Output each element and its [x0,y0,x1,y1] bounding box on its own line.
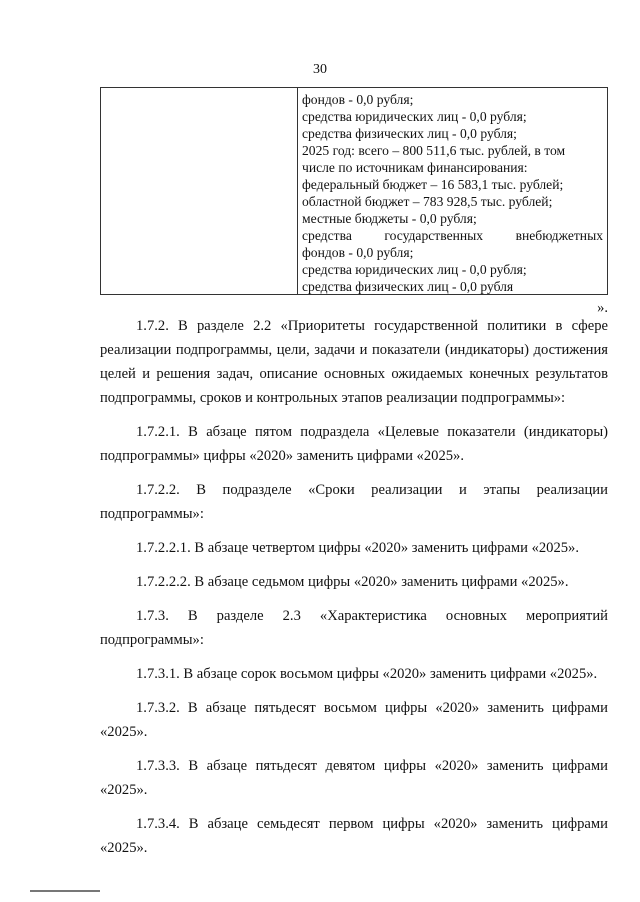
paragraph-1-7-2-2-line2: подпрограммы»: [100,506,204,522]
word: семьдесят [256,816,320,832]
scan-artifact-line [30,890,100,892]
paragraph-1-7-3-2-line1 [100,696,608,720]
word: В [196,482,207,498]
table-line: средства юридических лиц - 0,0 рубля; [302,109,527,124]
paragraph-1-7-2-2-1: 1.7.2.2.1. В абзаце четвертом цифры «2020» заменить цифрами «2025». [136,540,579,556]
paragraph-1-7-2-2-2: 1.7.2.2.2. В абзаце седьмом цифры «2020» заменить цифрами «2025». [136,574,569,590]
paragraph-1-7-2-1: 1.7.2.1. В абзаце пятом подраздела «Целевые показатели (индикаторы) подпрограммы» цифры «2020» заменить цифрами «2025». [100,424,608,464]
word: цифры [383,758,427,774]
word: пятьдесят [254,700,316,716]
word: 1.7.3. [136,608,169,624]
funding-table [100,87,608,295]
word: этапы [483,482,521,498]
word: 1.7.3.2. [136,700,180,716]
word: заменить [486,816,544,832]
table-line: фондов - 0,0 рубля; [302,92,414,107]
word: цифрами [552,700,608,716]
word: «Характеристика [319,608,427,624]
document-body [100,314,608,860]
paragraph-1-7-2: 1.7.2. В разделе 2.2 «Приоритеты государственной политики в сфере реализации подпрограммы, цели, задачи и показатели (индикаторы) достижения целей и решения задач, описание основных ожидаемых конечных результатов подпрограммы, сроков и контрольных этапов реализации подпрограммы»: [100,318,608,406]
table-line-justified [302,227,603,244]
table-left-cell [101,88,298,294]
word: государственных [384,228,484,243]
word: абзаце [206,758,248,774]
paragraph-1-7-3-line2: подпрограммы»: [100,632,204,648]
table-line: средства физических лиц - 0,0 рубля [302,279,514,294]
word: восьмом [323,700,377,716]
word: 1.7.2.2. [136,482,180,498]
word: 1.7.3.3. [136,758,180,774]
table-line: фондов - 0,0 рубля; [302,245,414,260]
page-number: 30 [313,62,327,77]
paragraph-1-7-2-2-line1 [100,478,608,502]
table-line: средства юридических лиц - 0,0 рубля; [302,262,527,277]
paragraph-1-7-3-4-line2: «2025». [100,840,148,856]
closing-quote: ». [597,300,608,316]
word: разделе [216,608,264,624]
table-right-cell [298,88,607,294]
paragraph-1-7-3-4-line1 [100,812,608,836]
table-line: областной бюджет – 783 928,5 тыс. рублей; [302,194,553,209]
word: пятьдесят [255,758,317,774]
table-line: местные бюджеты - 0,0 рубля; [302,211,477,226]
word: средства [302,228,352,243]
word: абзаце [207,816,248,832]
word: первом [328,816,374,832]
word: заменить [487,700,544,716]
word: В [188,758,199,774]
word: В [187,608,198,624]
word: внебюджетных [515,228,603,243]
table-line: числе по источникам финансирования: [302,160,528,175]
word: цифрами [552,816,608,832]
word: цифры [382,816,425,832]
table-line: 2025 год: всего – 800 511,6 тыс. рублей, в том [302,143,566,158]
paragraph-1-7-3-2-line2: «2025». [100,724,148,740]
word: цифрами [552,758,608,774]
paragraph-1-7-3-line1 [100,604,608,628]
word: реализации [371,482,443,498]
word: «2020» [434,758,479,774]
word: абзаце [205,700,247,716]
word: В [187,700,198,716]
paragraph-1-7-3-1: 1.7.3.1. В абзаце сорок восьмом цифры «2020» заменить цифрами «2025». [136,666,598,682]
word: девятом [325,758,376,774]
paragraph-1-7-3-3-line1 [100,754,608,778]
word: 1.7.3.4. [136,816,180,832]
word: мероприятий [526,608,608,624]
word: подразделе [222,482,292,498]
word: «Сроки [308,482,355,498]
word: и [459,482,467,498]
word: «2020» [433,816,478,832]
word: заменить [486,758,544,774]
table-line: федеральный бюджет – 16 583,1 тыс. рублей; [302,177,564,192]
table-line: средства физических лиц - 0,0 рубля; [302,126,517,141]
word: 2.3 [282,608,301,624]
word: В [188,816,199,832]
word: реализации [536,482,608,498]
paragraph-1-7-3-3-line2: «2025». [100,782,148,798]
word: «2020» [435,700,480,716]
word: основных [445,608,507,624]
word: цифры [385,700,428,716]
